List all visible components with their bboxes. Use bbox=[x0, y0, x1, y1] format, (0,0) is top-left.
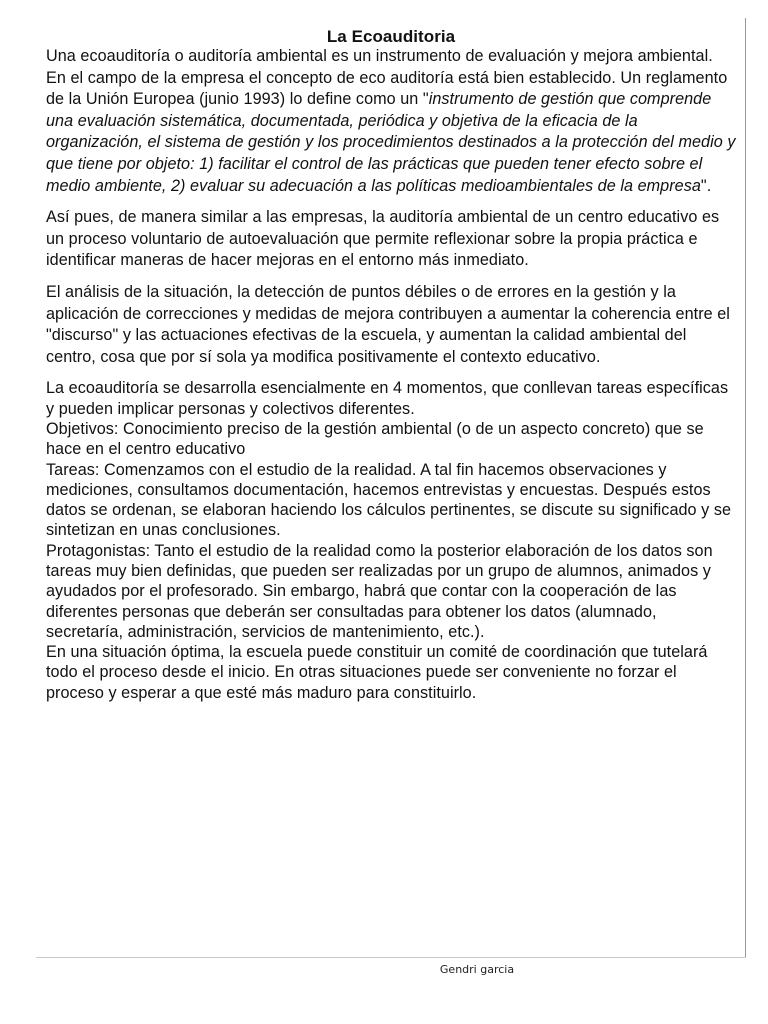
footer-author: Gendri garcia bbox=[439, 963, 515, 976]
paragraph-objectives: Objetivos: Conocimiento preciso de la gestión ambiental (o de un aspecto concreto) que se hace en el centro educativo bbox=[46, 419, 704, 459]
paragraph-intro-lead: Una ecoauditoría o auditoría ambiental es un instrumento de evaluación y mejora ambiental. En el campo de la empresa el concepto de eco auditoría está bien establecido. Un reglamento de la Unión Europea (junio 1993) lo define como un " bbox=[46, 47, 728, 109]
paragraph-moments: La ecoauditoría se desarrolla esencialmente en 4 momentos, que conllevan tareas específicas y pueden implicar personas y colectivos diferentes. bbox=[46, 379, 729, 418]
eu-definition-quote: instrumento de gestión que comprende una evaluación sistemática, documentada, periódica y objetiva de la eficacia de la organización, el sistema de gestión y los procedimientos destinados a la protección del medio y que tiene por objeto: 1) facilitar el control de las prácticas que pueden tener efecto sobre el medio ambiente, 2) evaluar su adecuación a las políticas medioambientales de la empresa bbox=[46, 90, 736, 195]
document-title: La Ecoauditoria bbox=[326, 27, 456, 46]
document-body bbox=[46, 26, 736, 703]
paragraph-committee: En una situación óptima, la escuela puede constituir un comité de coordinación que tutelará todo el proceso desde el inicio. En otras situaciones puede ser conveniente no forzar el proceso y esperar a que esté más maduro para constituirlo. bbox=[46, 643, 708, 702]
paragraph-protagonists: Protagonistas: Tanto el estudio de la realidad como la posterior elaboración de los datos son tareas muy bien definidas, que pueden ser realizadas por un grupo de alumnos, animados y ayudados por el profesorado. Sin embargo, habrá que contar con la cooperación de las diferentes personas que deberán ser consultadas para obtener los datos (alumnado, secretaría, administración, servicios de mantenimiento, etc.). bbox=[46, 541, 713, 641]
paragraph-intro bbox=[46, 46, 736, 197]
paragraph-tasks: Tareas: Comenzamos con el estudio de la realidad. A tal fin hacemos observaciones y mediciones, consultamos documentación, hacemos entrevistas y encuestas. Después estos datos se ordenan, se elaboran haciendo los cálculos pertinentes, se discute su significado y se sintetizan en unas conclusiones. bbox=[46, 460, 732, 540]
paragraph-school-audit: Así pues, de manera similar a las empresas, la auditoría ambiental de un centro educativo es un proceso voluntario de autoevaluación que permite reflexionar sobre la propia práctica e identificar maneras de hacer mejoras en el entorno más inmediato. bbox=[46, 208, 720, 270]
paragraph-intro-tail: ". bbox=[700, 176, 712, 195]
footer-separator bbox=[36, 957, 746, 958]
paragraph-analysis: El análisis de la situación, la detección de puntos débiles o de errores en la gestión y la aplicación de correcciones y medidas de mejora contribuyen a aumentar la coherencia entre el "discurso" y las actuaciones efectivas de la escuela, y aumentan la calidad ambiental del centro, cosa que por sí sola ya modifica positivamente el contexto educativo. bbox=[46, 282, 730, 366]
page-edge-line bbox=[745, 18, 746, 958]
